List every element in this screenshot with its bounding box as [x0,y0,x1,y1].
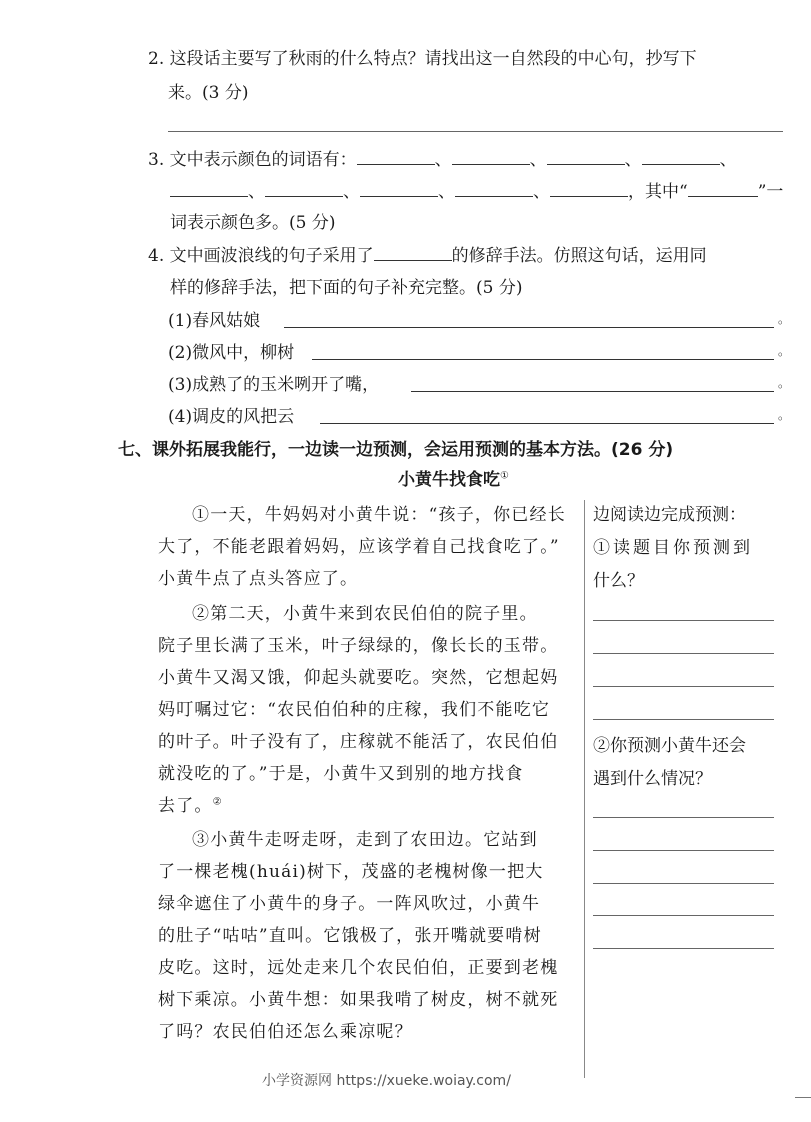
story-line: ③小黄牛走呀走呀，走到了农田边。它站到 [192,830,538,850]
story-line: 小黄牛又渴又饿，仰起头就要吃。突然，它想起妈 [158,668,559,688]
sentence-item-4-answer-line[interactable] [320,423,774,424]
story-line: 的叶子。叶子没有了，庄稼就不能活了，农民伯伯 [158,732,559,752]
sentence-item-2-answer-line[interactable] [312,359,774,360]
separator: 、 [719,150,737,170]
story-line [158,791,223,816]
prediction-2-answer-line[interactable] [593,915,774,916]
question-2-answer-line[interactable] [168,131,783,132]
question-3-mid: ，其中“ [628,182,688,202]
story-line: 院子里长满了玉米，叶子绿绿的，像长长的玉带。 [158,636,559,656]
color-word-blank[interactable] [452,163,530,165]
question-3-line-3: 词表示颜色多。(5 分) [170,213,336,233]
prediction-2-answer-line[interactable] [593,817,774,818]
prediction-1-answer-line[interactable] [593,719,774,720]
question-4-text-b: 的修辞手法。仿照这句话，运用同 [451,246,707,266]
color-word-blank[interactable] [455,195,533,197]
sentence-item-4-period: 。 [778,408,791,422]
prediction-2-line-2: 遇到什么情况？ [593,769,712,789]
sentence-item-1-answer-line[interactable] [284,327,774,328]
question-3-line-1 [148,145,737,170]
story-line: 了吗？农民伯伯还怎么乘凉呢？ [158,1022,413,1042]
story-title [398,465,509,490]
separator: 、 [533,182,550,202]
separator: 、 [624,150,642,170]
rhetoric-blank[interactable] [374,259,452,261]
question-2-line-1: 2. 这段话主要写了秋雨的什么特点？请找出这一自然段的中心句，抄写下 [148,49,697,69]
page-edge-mark [795,1097,811,1098]
story-line: 小黄牛点了点头答应了。 [158,569,359,589]
prediction-2-answer-line[interactable] [593,948,774,949]
question-3-line-2 [170,177,783,202]
sentence-item-1-label: (1)春风姑娘 [168,311,261,331]
prediction-1-line-1: ①读题目你预测到 [593,538,753,558]
story-line: 皮吃。这时，远处走来几个农民伯伯，正要到老槐 [158,958,559,978]
prediction-2-line-1: ②你预测小黄牛还会 [593,736,746,756]
question-4-text-a: 4. 文中画波浪线的句子采用了 [148,246,374,266]
color-word-blank[interactable] [550,195,628,197]
story-line: 绿伞遮住了小黄牛的身子。一阵风吹过，小黄牛 [158,894,541,914]
many-colors-word-blank[interactable] [688,195,758,197]
sentence-item-2-label: (2)微风中，柳树 [168,343,295,363]
color-word-blank[interactable] [642,163,720,165]
question-3-prefix: 3. 文中表示颜色的词语有： [148,150,357,170]
sentence-item-2-period: 。 [778,344,791,358]
sentence-item-3-label: (3)成熟了的玉米咧开了嘴， [168,375,380,395]
prediction-1-answer-line[interactable] [593,686,774,687]
prediction-2-answer-line[interactable] [593,850,774,851]
story-line: 了一棵老槐(huái)树下，茂盛的老槐树像一把大 [158,862,544,882]
sentence-item-3-answer-line[interactable] [411,391,774,392]
column-divider [584,500,585,1078]
prediction-1-answer-line[interactable] [593,620,774,621]
color-word-blank[interactable] [170,195,248,197]
prediction-1-answer-line[interactable] [593,653,774,654]
story-line: ①一天，牛妈妈对小黄牛说：“孩子，你已经长 [192,505,566,525]
separator: 、 [248,182,265,202]
story-line: 妈叮嘱过它：“农民伯伯种的庄稼，我们不能吃它 [158,700,551,720]
footnote-marker: ② [212,796,223,808]
story-title-text: 小黄牛找食吃 [398,470,500,490]
sentence-item-1-period: 。 [778,312,791,326]
question-4-line-1 [148,241,707,266]
question-2-line-2: 来。(3 分) [168,83,249,103]
story-line: ②第二天，小黄牛来到农民伯伯的院子里。 [192,604,538,624]
story-line: 的肚子“咕咕”直叫。它饿极了，张开嘴就要啃树 [158,926,542,946]
sentence-item-3-period: 。 [778,376,791,390]
color-word-blank[interactable] [357,163,435,165]
prediction-intro: 边阅读边完成预测： [593,505,746,525]
separator: 、 [343,182,360,202]
question-4-line-2: 样的修辞手法，把下面的句子补充完整。(5 分) [170,278,523,298]
prediction-1-line-2: 什么？ [593,571,644,591]
watermark-link[interactable]: 小学资源网 https://xueke.woiay.com/ [262,1073,511,1089]
section-7-heading: 七、课外拓展我能行，一边读一边预测，会运用预测的基本方法。(26 分) [118,440,674,460]
prediction-2-answer-line[interactable] [593,883,774,884]
story-line: 树下乘凉。小黄牛想：如果我啃了树皮，树不就死 [158,990,559,1010]
story-line: 就没吃的了。”于是，小黄牛又到别的地方找食 [158,764,524,784]
separator: 、 [438,182,455,202]
color-word-blank[interactable] [360,195,438,197]
color-word-blank[interactable] [265,195,343,197]
separator: 、 [434,150,452,170]
sentence-item-4-label: (4)调皮的风把云 [168,407,295,427]
color-word-blank[interactable] [547,163,625,165]
question-3-end: ”一 [757,182,784,202]
separator: 、 [529,150,547,170]
story-line-text: 去了。 [158,796,213,816]
footnote-marker: ① [500,470,509,482]
story-line: 大了，不能老跟着妈妈，应该学着自己找食吃了。” [158,537,560,557]
